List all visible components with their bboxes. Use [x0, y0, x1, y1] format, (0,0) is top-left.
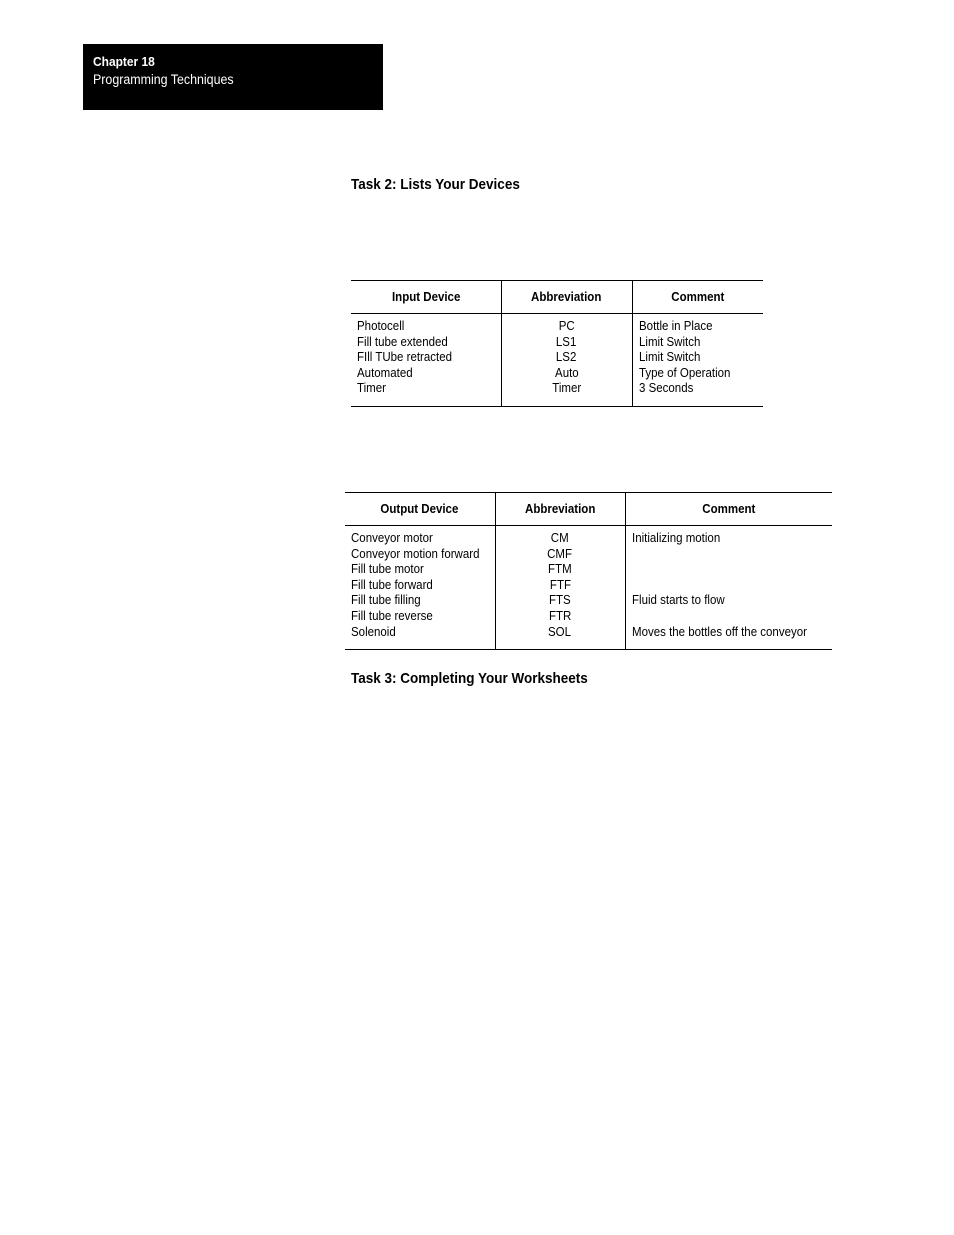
- output-device-table: [345, 492, 832, 650]
- input-device-table: [351, 280, 763, 407]
- comment-column: [625, 526, 832, 650]
- table-cell: [632, 547, 833, 563]
- chapter-title: Programming Techniques: [93, 72, 234, 87]
- abbreviation-column: [501, 314, 632, 407]
- table-cell: Solenoid: [351, 624, 396, 639]
- device-column: [345, 526, 495, 650]
- table-cell: PC: [558, 319, 575, 333]
- table-cell: Photocell: [357, 319, 405, 333]
- table-header-row: [351, 281, 763, 314]
- table-cell: Conveyor motor: [351, 531, 433, 545]
- column-header: Input Device: [351, 281, 501, 314]
- column-header: Comment: [632, 281, 763, 314]
- table-cell: Conveyor motion forward: [351, 546, 480, 561]
- device-column: [351, 314, 501, 407]
- column-header: Abbreviation: [501, 281, 632, 314]
- table-cell: Fluid starts to flow: [631, 593, 725, 608]
- comment-column: [632, 314, 763, 407]
- table-cell: Timer: [357, 381, 386, 396]
- table-cell: 3 Seconds: [638, 381, 693, 396]
- table-cell: Fill tube forward: [351, 577, 433, 592]
- table-cell: [632, 562, 833, 578]
- table-cell: LS1: [556, 334, 577, 349]
- table-cell: SOL: [548, 624, 572, 639]
- table-cell: FTM: [548, 562, 572, 577]
- table-body-row: [345, 526, 832, 650]
- table-cell: FTF: [549, 577, 571, 592]
- table-cell: LS2: [556, 350, 577, 365]
- task2-heading: Task 2: Lists Your Devices: [351, 176, 520, 193]
- table-cell: Fill tube filling: [351, 593, 421, 608]
- task3-heading: Task 3: Completing Your Worksheets: [351, 670, 588, 687]
- table-cell: FTS: [549, 593, 571, 608]
- table-cell: FTR: [548, 608, 572, 623]
- table-cell: Automated: [357, 365, 413, 380]
- table-cell: Bottle in Place: [638, 319, 713, 333]
- table-cell: Fill tube motor: [351, 562, 424, 577]
- table-header-row: [345, 493, 832, 526]
- table-cell: FIll TUbe retracted: [357, 350, 453, 365]
- chapter-header: [83, 44, 383, 110]
- table-cell: CM: [551, 531, 569, 545]
- table-body-row: [351, 314, 763, 407]
- table-cell: [632, 609, 833, 625]
- table-cell: Initializing motion: [631, 531, 720, 545]
- chapter-number: Chapter 18: [93, 54, 155, 69]
- table-cell: Timer: [552, 381, 581, 396]
- table-cell: [632, 578, 833, 594]
- table-cell: Limit Switch: [638, 334, 700, 349]
- column-header: Output Device: [345, 493, 495, 526]
- table-cell: Fill tube extended: [357, 334, 448, 349]
- table-cell: CMF: [547, 546, 573, 561]
- column-header: Comment: [625, 493, 832, 526]
- abbreviation-column: [495, 526, 625, 650]
- table-cell: Limit Switch: [638, 350, 700, 365]
- table-cell: Type of Operation: [638, 365, 730, 380]
- table-cell: Auto: [554, 365, 579, 380]
- column-header: Abbreviation: [495, 493, 625, 526]
- table-cell: Fill tube reverse: [351, 608, 433, 623]
- table-cell: Moves the bottles off the conveyor: [631, 624, 807, 639]
